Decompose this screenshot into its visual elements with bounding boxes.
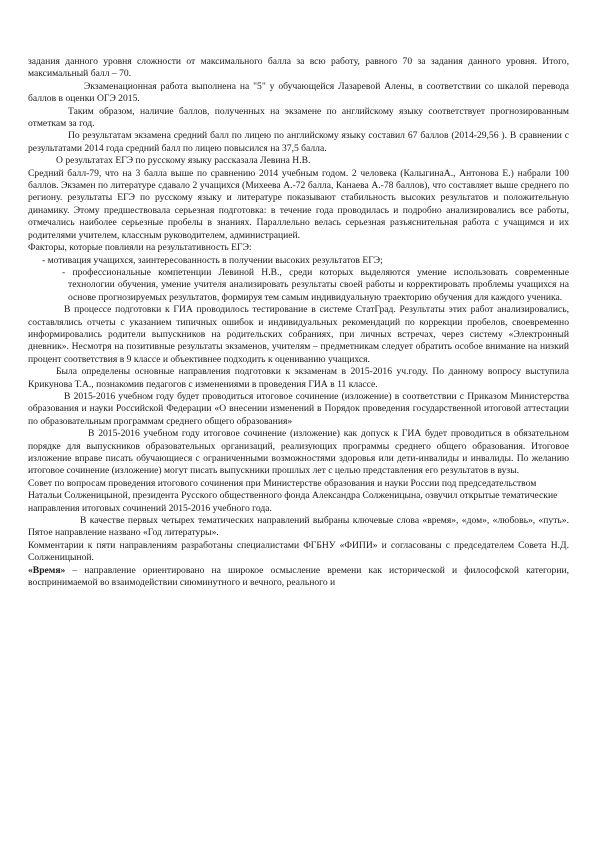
list-item-motivation: - мотивация учащихся, заинтересованность в получении высоких результатов ЕГЭ; (42, 254, 383, 266)
paragraph-max-score: задания данного уровня сложности от максимального балла за всю работу, равного 70 за задания данного уровня. Итого, максимальный балл – 70. (28, 56, 569, 80)
paragraph-final-essay-admission: В 2015-2016 учебном году итоговое сочинение (изложение) как допуск к ГИА будет проводиться в обязательном порядке для выпускников образовательных организаций, реализующих программы среднего общего образования. Итоговое изложение вправе писать обучающиеся с ограниченными возможностями здоровья или дети-инвалиды и инвалиды. По желанию итоговое сочинение (изложение) могут писать выпускники прошлых лет с целью представления его результатов в вузы. (28, 428, 569, 477)
paragraph-comments: Комментарии к пяти направлениям разработаны специалистами ФГБНУ «ФИПИ» и согласованы с председателем Совета Н.Д. Солженицыной. (28, 539, 569, 564)
paragraph-directions: Была определены основные направления подготовки к экзаменам в 2015-2016 уч.году. По данному вопросу выступила Крикунова Т.А., познакомив педагогов с изменениями в проведения ГИА в 11 классе. (28, 366, 569, 390)
paragraph-english-average: По результатам экзамена средний балл по лицею по английскому языку составил 67 баллов (2014-29,56 ). В сравнении с результатами 2014 года средний балл по лицею повысился на 37,5 балла. (28, 130, 569, 154)
list-item-competencies: - профессиональные компетенции Левиной Н.В., среди которых выделяются умение использовать современные технологии обучения, умение учителя анализировать результаты своей работы и корректировать проблемы учащихся на основе прогнозируемых результатов, формируя тем самым индивидуальную траекторию обучения для каждого ученика. (62, 266, 569, 303)
paragraph-council: Совет по вопросам проведения итогового сочинения при Министерстве образования и науки России под председательством Натальи Солженицыной, президента Русского общественного фонда Александра Солженицына, озвучил открытые тематические направления итоговых сочинений 2015-2016 учебного года. (28, 477, 558, 514)
paragraph-time-direction (28, 565, 569, 590)
paragraph-russian-intro: О результатах ЕГЭ по русскому языку рассказала Левина Н.В. (56, 155, 311, 167)
paragraph-directions-keywords: В качестве первых четырех тематических направлений выбраны ключевые слова «время», «дом», «любовь», «путь». Пятое направление названо «Год литературы». (28, 515, 569, 539)
paragraph-factors-heading: Факторы, которые повлияли на результативность ЕГЭ: (28, 242, 252, 254)
term-time: «Время» (28, 564, 66, 576)
paragraph-statgrad: В процессе подготовки к ГИА проводилось тестирование в системе СтатГрад. Результаты этих работ анализировались, составлялись отчеты с указанием типичных ошибок и индивидуальных рекомендаций по коррекции пробелов, своевременно информировались родители выпускников на родительских собраниях, при личных встречах, через систему «Электронный дневник». Несмотря на позитивные результаты экзаменов, учителям – предметникам следует обратить особое внимание на низкий процент соответствия в 9 классе и объективнее подходить к оцениванию учащихся. (28, 304, 569, 365)
paragraph-final-essay-order: В 2015-2016 учебном году будет проводиться итоговое сочинение (изложение) в соответствии с Приказом Министерства образования и науки Российской Федерации «О внесении изменений в Порядок проведения государственной итоговой аттестации по образовательным программам среднего общего образования» (28, 390, 569, 427)
document-body (28, 56, 569, 589)
term-time-text: – направление ориентировано на широкое осмысление времени как исторической и философской категории, воспринимаемой во взаимодействии сиюминутного и вечного, реального и (28, 564, 569, 589)
paragraph-russian-results: Средний балл-79, что на 3 балла выше по сравнению 2014 учебным годом. 2 человека (КалыгинаА., Антонова Е.) набрали 100 баллов. Экзамен по литературе сдавало 2 учащихся (Михеева А.-72 балла, Канаева А.-78 баллов), что составляет выше среднего по региону. результаты ЕГЭ по русскому языку и литературе показывают стабильность высоких результатов и положительную динамику. Этому предшествовала серьезная подготовка: в течение года проводилась и подробно анализировались все работы, отмечались наиболее серьезные пробелы в знаниях. Параллельно велась серьезная разъяснительная работа с учащимся и их родителями учителем, классным руководителем, администрацией. (28, 167, 569, 241)
paragraph-english-scores: Таким образом, наличие баллов, полученных на экзамене по английскому языку соответствует прогнозированным отметкам за год. (28, 105, 569, 130)
paragraph-exam-result-lazareva: Экзаменационная работа выполнена на "5" у обучающейся Лазаревой Алены, в соответствии со шкалой перевода баллов в оценки ОГЭ 2015. (28, 80, 569, 105)
